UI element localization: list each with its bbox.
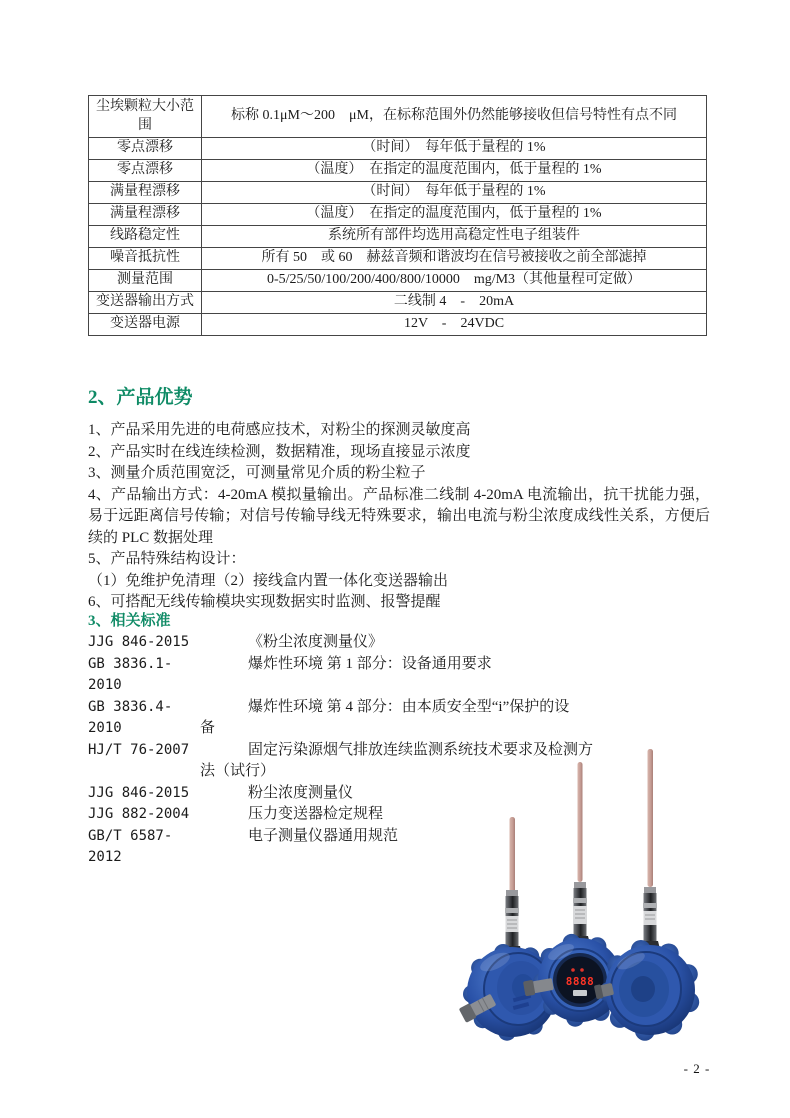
- advantage-item: 3、测量介质范围宽泛，可测量常见介质的粉尘粒子: [88, 465, 426, 481]
- standard-desc-line: 电子测量仪器通用规范: [248, 827, 399, 844]
- standard-code: JJG 846-2015: [88, 784, 190, 801]
- display-digits: 8888: [565, 975, 595, 988]
- standard-item: [88, 654, 654, 697]
- spec-label: 测量范围: [89, 270, 202, 292]
- advantage-item: （1）免维护免清理（2）接线盒内置一体化变送器输出: [88, 572, 449, 589]
- advantage-item: 6、可搭配无线传输模块实现数据实时监测、报警提醒: [88, 594, 441, 610]
- standard-desc: [200, 697, 654, 740]
- section-advantages-heading: 2、产品优势: [88, 387, 193, 408]
- standard-desc-line: 粉尘浓度测量仪: [248, 784, 354, 801]
- spec-label: 尘埃颗粒大小范围: [89, 96, 202, 138]
- spec-row: [89, 292, 707, 314]
- standard-code: GB/T 6587-2012: [88, 827, 173, 865]
- standard-item: [88, 632, 654, 654]
- standard-desc-line: 备: [200, 720, 216, 736]
- housing-body: [599, 940, 699, 1041]
- standard-code: GB 3836.1-2010: [88, 655, 173, 693]
- advantage-item: 1、产品采用先进的电荷感应技术，对粉尘的探测灵敏度高: [88, 422, 471, 438]
- spec-label: 满量程漂移: [89, 204, 202, 226]
- spec-row: [89, 160, 707, 182]
- standard-desc: [200, 654, 654, 676]
- spec-table: [88, 95, 707, 336]
- spec-row: [89, 96, 707, 138]
- product-photo: [455, 740, 705, 1050]
- spec-value: 0-5/25/50/100/200/400/800/10000 mg/M3（其他量程可定做）: [202, 270, 707, 292]
- standard-code: GB 3836.4-2010: [88, 698, 173, 736]
- spec-label: 噪音抵抗性: [89, 248, 202, 270]
- spec-value: 二线制 4 - 20mA: [202, 292, 707, 314]
- standard-desc-line: 固定污染源烟气排放连续监测系统技术要求及检测方: [248, 741, 594, 758]
- spec-label: 变送器电源: [89, 314, 202, 336]
- standard-desc-line: 爆炸性环境 第 1 部分：设备通用要求: [248, 655, 492, 672]
- spec-row: [89, 138, 707, 160]
- spec-value: （时间） 每年低于量程的 1%: [202, 182, 707, 204]
- advantages-list: [88, 420, 710, 614]
- spec-value: 系统所有部件均选用高稳定性电子组装件: [202, 226, 707, 248]
- spec-label: 零点漂移: [89, 138, 202, 160]
- spec-row: [89, 204, 707, 226]
- dust-transmitters-image: [455, 740, 705, 1050]
- spec-row: [89, 314, 707, 336]
- standard-code: JJG 846-2015: [88, 634, 190, 650]
- spec-value: （温度） 在指定的温度范围内，低于量程的 1%: [202, 204, 707, 226]
- spec-value: 所有 50 或 60 赫兹音频和谐波均在信号被接收之前全部滤掉: [202, 248, 707, 270]
- section-standards-heading: 3、相关标准: [88, 613, 171, 629]
- advantage-item: 4、产品输出方式：4-20mA 模拟量输出。产品标准二线制 4-20mA 电流输出，抗干扰能力强，易于远距离信号传输；对信号传输导线无特殊要求，输出电流与粉尘浓度成线性关系，方便后续的 PLC 数据处理: [88, 486, 710, 546]
- transmitter-right: [594, 749, 699, 1041]
- standard-desc-line: 压力变送器检定规程: [248, 806, 384, 822]
- page-number: - 2 -: [683, 1061, 711, 1076]
- spec-row: [89, 270, 707, 292]
- standard-code: JJG 882-2004: [88, 806, 190, 822]
- spec-value: （时间） 每年低于量程的 1%: [202, 138, 707, 160]
- antenna-rod: [648, 749, 654, 887]
- standard-desc-line: 《粉尘浓度测量仪》: [248, 634, 384, 650]
- spec-value: 标称 0.1μM～200 μM，在标称范围外仍然能够接收但信号特性有点不同: [202, 96, 707, 138]
- antenna-rod: [578, 762, 583, 882]
- standard-item: [88, 697, 654, 740]
- spec-label: 线路稳定性: [89, 226, 202, 248]
- antenna-rod: [510, 817, 516, 893]
- spec-row: [89, 248, 707, 270]
- spec-label: 满量程漂移: [89, 182, 202, 204]
- standard-desc: [200, 632, 654, 654]
- spec-row: [89, 226, 707, 248]
- spec-label: 零点漂移: [89, 160, 202, 182]
- spec-value: （温度） 在指定的温度范围内，低于量程的 1%: [202, 160, 707, 182]
- spec-label: 变送器输出方式: [89, 292, 202, 314]
- standard-desc-line: 爆炸性环境 第 4 部分：由本质安全型“i”保护的设: [248, 698, 570, 715]
- spec-row: [89, 182, 707, 204]
- advantage-item: 5、产品特殊结构设计：: [88, 551, 246, 567]
- standard-code: HJ/T 76-2007: [88, 741, 190, 758]
- standard-desc-line: 法（试行）: [200, 763, 276, 779]
- advantage-item: 2、产品实时在线连续检测，数据精准，现场直接显示浓度: [88, 443, 471, 460]
- spec-value: 12V - 24VDC: [202, 314, 707, 336]
- spec-table-body: [89, 96, 707, 336]
